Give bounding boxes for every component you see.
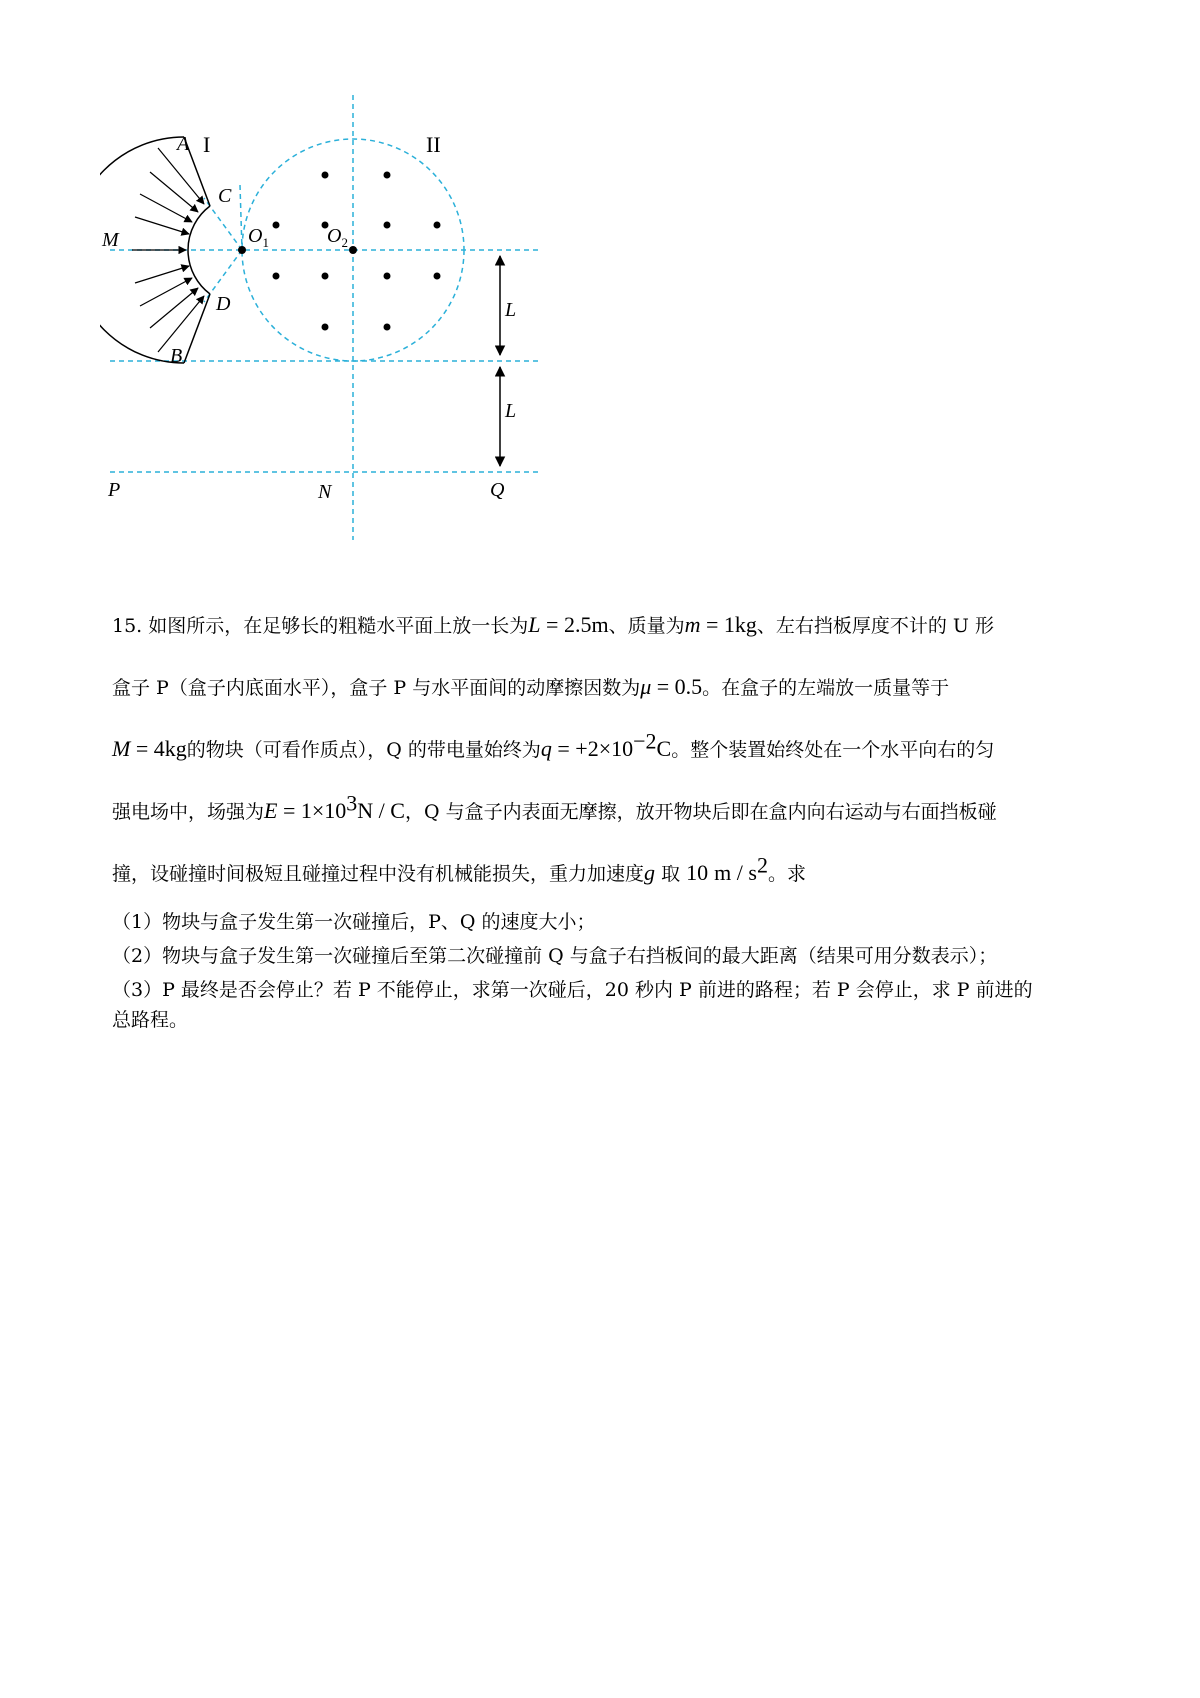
point-o2 — [349, 246, 357, 254]
label-m: M — [102, 229, 119, 251]
physics-figure — [100, 90, 620, 600]
magnetic-field-dots — [238, 172, 441, 331]
label-o2: $O_2$ — [327, 225, 348, 250]
sub-question-1: （1）物块与盒子发生第一次碰撞后，P、Q 的速度大小； — [112, 911, 596, 933]
label-p: P — [108, 479, 121, 501]
sub-question-3: （3）P 最终是否会停止？若 P 不能停止，求第一次碰后，20 秒内 P 前进的路程；若 P 会停止，求 P 前进的 — [112, 979, 1033, 1001]
stem-line-5: 撞，设碰撞时间极短且碰撞过程中没有机械能损失，重力加速度g 取 10 m / $s^2$。求 — [112, 852, 806, 885]
label-n: N — [318, 481, 332, 503]
dashed-ray-c — [240, 185, 242, 250]
question-number: 15. — [112, 615, 143, 637]
label-d: D — [216, 293, 231, 315]
stem-line-2: 盒子 P（盒子内底面水平），盒子 P 与水平面间的动摩擦因数为μ = 0.5。在盒子的左端放一质量等于 — [112, 674, 950, 699]
distance-label-2: L — [505, 400, 517, 422]
region-label-2: II — [426, 132, 441, 157]
label-b: B — [170, 345, 183, 367]
label-o1: $O_1$ — [248, 225, 269, 250]
stem-line-4: 强电场中，场强为$E = 1\times 10^3N / C$，Q 与盒子内表面无摩擦，放开物块后即在盒内向右运动与右面挡板碰 — [112, 790, 997, 823]
point-o1 — [238, 246, 246, 254]
label-a: A — [177, 133, 190, 155]
label-c: C — [218, 185, 232, 207]
sub-question-2: （2）物块与盒子发生第一次碰撞后至第二次碰撞前 Q 与盒子右挡板间的最大距离（结果可用分数表示）； — [112, 945, 998, 967]
field-diagram — [100, 90, 620, 600]
distance-label-1: L — [505, 299, 517, 321]
question-15 — [112, 610, 1102, 1034]
stem-line-1: 15. 如图所示，在足够长的粗糙水平面上放一长为L = 2.5m、质量为m = 1kg、左右挡板厚度不计的 U 形 — [112, 612, 994, 637]
stem-line-3: M = 4kg的物块（可看作质点），Q 的带电量始终为$q = +2\times 10^{-2}C$。整个装置始终处在一个水平向右的匀 — [112, 728, 995, 761]
label-q: Q — [490, 479, 505, 501]
region-label-1: I — [203, 132, 211, 157]
dashed-guides — [110, 95, 540, 540]
sub-question-3-continued: 总路程。 — [112, 1009, 189, 1031]
